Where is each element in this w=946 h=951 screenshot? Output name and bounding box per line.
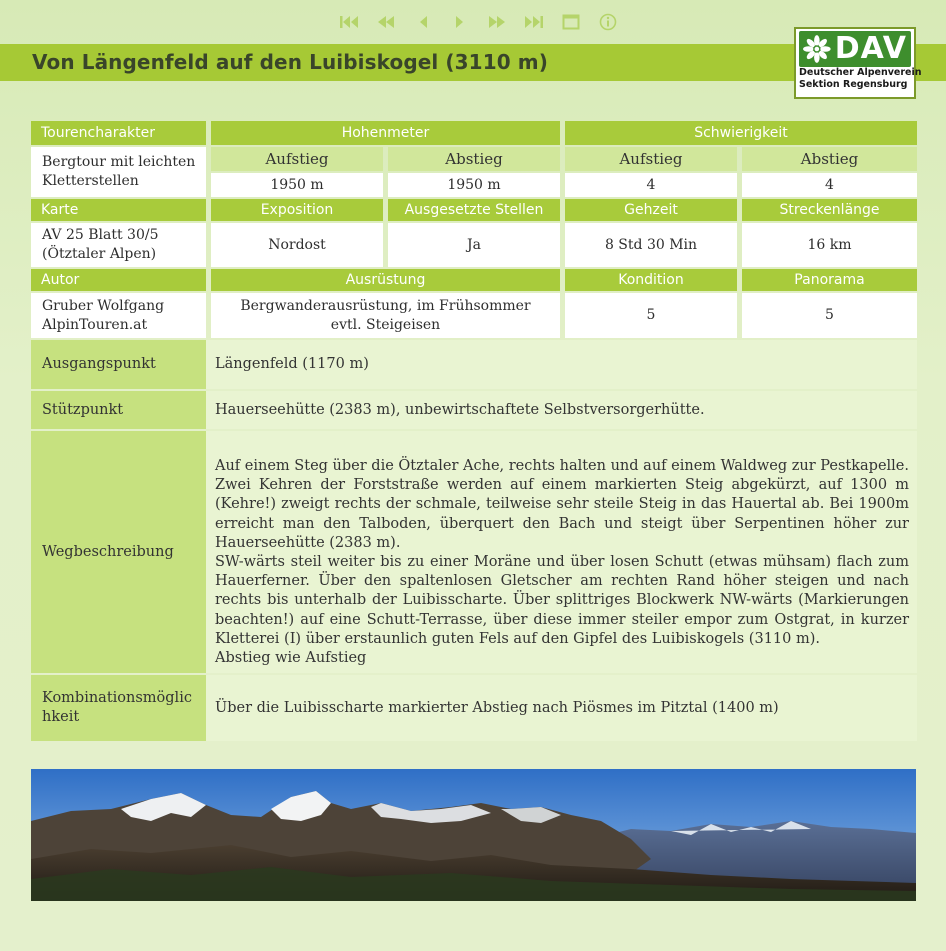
kondition-header: Kondition	[565, 269, 737, 291]
mountain-panorama-image	[31, 769, 916, 901]
stuetzpunkt-value: Hauerseehütte (2383 m), unbewirtschaftete Selbstversorgerhütte.	[206, 391, 917, 429]
wegbeschreibung-paragraph: Auf einem Steg über die Ötztaler Ache, rechts halten und auf einem Waldweg zur Pestkapelle. Zwei Kehren der Forststraße werden auf einem markierten Steig abgekürzt, auf 1300 m (Kehre!) zweigt rechts der schmale, teilweise sehr steile Steig in das Hauertal ab. Bei 1900m erreicht man den Talboden, überquert den Bach und steigt über Serpentinen höher zur Hauerseehütte (2383 m).	[215, 458, 909, 551]
hm-abstieg-header: Abstieg	[388, 147, 560, 171]
tourencharakter-header: Tourencharakter	[31, 121, 206, 145]
wegbeschreibung-paragraph: SW-wärts steil weiter bis zu einer Moräne und über losen Schutt (etwas mühsam) flach zum Hauerferner. Über den spaltenlosen Gletscher am rechten Rand höher steigen und nach rechts bis unterhalb der Luibisscharte. Über splittriges Blockwerk NW-wärts (Markierungen beachten!) auf eine Schutt-Terrasse, über diese immer steiler empor zum Ostgrat, in kurzer Kletterei (I) über erstaunlich guten Fels auf den Gipfel des Luibiskogels (3110 m).	[215, 554, 909, 647]
logo-abbr: DAV	[834, 31, 907, 66]
stuetzpunkt-label: Stützpunkt	[31, 391, 206, 429]
wegbeschreibung-value	[206, 431, 917, 673]
ausgesetzte-header: Ausgesetzte Stellen	[388, 199, 560, 221]
fast-back-icon[interactable]	[367, 10, 404, 34]
kombination-value: Über die Luibisscharte markierter Abstieg nach Piösmes im Pitztal (1400 m)	[206, 675, 917, 741]
hohenmeter-header: Hohenmeter	[211, 121, 560, 145]
tourencharakter-value: Bergtour mit leichten Kletterstellen	[31, 147, 206, 197]
page-title: Von Längenfeld auf den Luibiskogel (3110 m)	[32, 50, 548, 74]
streckenlaenge-header: Streckenlänge	[742, 199, 917, 221]
gehzeit-header: Gehzeit	[565, 199, 737, 221]
slide-navigation	[330, 10, 626, 34]
last-page-icon[interactable]	[515, 10, 552, 34]
ausgangspunkt-label: Ausgangspunkt	[31, 340, 206, 389]
info-icon[interactable]	[589, 10, 626, 34]
ausgangspunkt-value: Längenfeld (1170 m)	[206, 340, 917, 389]
karte-header: Karte	[31, 199, 206, 221]
logo-line2: Sektion Regensburg	[799, 79, 908, 90]
wegbeschreibung-paragraph: Abstieg wie Aufstieg	[215, 650, 367, 667]
kondition-value: 5	[565, 293, 737, 338]
schwierigkeit-header: Schwierigkeit	[565, 121, 917, 145]
edelweiss-icon	[803, 34, 831, 64]
ausruestung-value: Bergwanderausrüstung, im Frühsommer evtl. Steigeisen	[211, 293, 560, 338]
autor-value: Gruber Wolfgang AlpinTouren.at	[31, 293, 206, 338]
hm-abstieg-value: 1950 m	[388, 173, 560, 197]
autor-header: Autor	[31, 269, 206, 291]
hm-aufstieg-header: Aufstieg	[211, 147, 383, 171]
ausruestung-header: Ausrüstung	[211, 269, 560, 291]
sw-abstieg-header: Abstieg	[742, 147, 917, 171]
kombination-label: Kombinationsmöglichkeit	[31, 675, 206, 741]
ausgesetzte-value: Ja	[388, 223, 560, 267]
wegbeschreibung-label: Wegbeschreibung	[31, 431, 206, 673]
logo-top	[799, 31, 911, 67]
hm-aufstieg-value: 1950 m	[211, 173, 383, 197]
dav-logo	[794, 27, 922, 99]
exposition-value: Nordost	[211, 223, 383, 267]
sw-aufstieg-value: 4	[565, 173, 737, 197]
fullscreen-icon[interactable]	[552, 10, 589, 34]
next-icon[interactable]	[441, 10, 478, 34]
gehzeit-value: 8 Std 30 Min	[565, 223, 737, 267]
first-page-icon[interactable]	[330, 10, 367, 34]
logo-line1: Deutscher Alpenverein	[799, 67, 922, 78]
fast-forward-icon[interactable]	[478, 10, 515, 34]
streckenlaenge-value: 16 km	[742, 223, 917, 267]
sw-aufstieg-header: Aufstieg	[565, 147, 737, 171]
exposition-header: Exposition	[211, 199, 383, 221]
panorama-value: 5	[742, 293, 917, 338]
sw-abstieg-value: 4	[742, 173, 917, 197]
panorama-header: Panorama	[742, 269, 917, 291]
prev-icon[interactable]	[404, 10, 441, 34]
karte-value: AV 25 Blatt 30/5 (Ötztaler Alpen)	[31, 223, 206, 267]
